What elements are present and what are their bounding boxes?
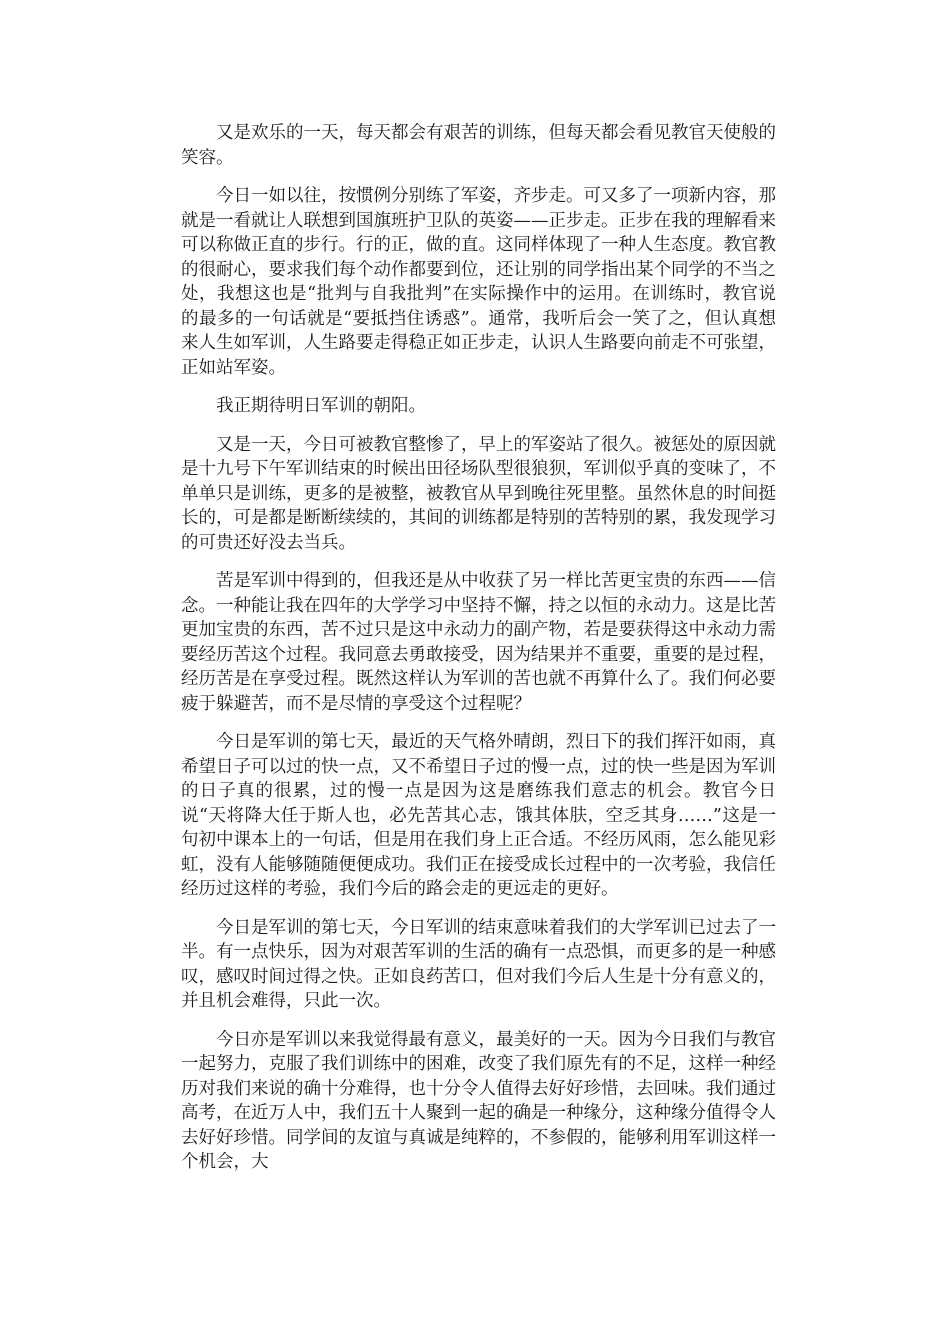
paragraph-6: 今日是军训的第七天，最近的天气格外晴朗，烈日下的我们挥汗如雨，真希望日子可以过的快一点，又不希望日子过的慢一点，过的快一些是因为军训的日子真的很累，过的慢一点是因为这是磨练我们意志的机会。教官今日说“天将降大任于斯人也，必先苦其心志，饿其体肤，空乏其身……”这是一句初中课本上的一句话，但是用在我们身上正合适。不经历风雨，怎么能见彩虹，没有人能够随随便便成功。我们正在接受成长过程中的一次考验，我信任经历过这样的考验，我们今后的路会走的更远走的更好。 [181, 732, 776, 899]
paragraph-2: 今日一如以往，按惯例分别练了军姿，齐步走。可又多了一项新内容，那就是一看就让人联想到国旗班护卫队的英姿——正步走。正步在我的理解看来可以称做正直的步行。行的正，做的直。这同样体现了一种人生态度。教官教的很耐心，要求我们每个动作都要到位，还让别的同学指出某个同学的不当之处，我想这也是“批判与自我批判”在实际操作中的运用。在训练时，教官说的最多的一句话就是“要抵挡住诱惑”。通常，我听后会一笑了之，但认真想来人生如军训，人生路要走得稳正如正步走，认识人生路要向前走不可张望，正如站军姿。 [181, 186, 776, 378]
paragraph-4: 又是一天，今日可被教官整惨了，早上的军姿站了很久。被惩处的原因就是十九号下午军训结束的时候出田径场队型很狼狈，军训似乎真的变味了，不单单只是训练，更多的是被整，被教官从早到晚往死里整。虽然休息的时间挺长的，可是都是断断续续的，其间的训练都是特别的苦特别的累，我发现学习的可贵还好没去当兵。 [181, 434, 776, 553]
document-body [181, 121, 776, 1189]
paragraph-8: 今日亦是军训以来我觉得最有意义，最美好的一天。因为今日我们与教官一起努力，克服了我们训练中的困难，改变了我们原先有的不足，这样一种经历对我们来说的确十分难得，也十分令人值得去好好珍惜，去回味。我们通过高考，在近万人中，我们五十人聚到一起的确是一种缘分，这种缘分值得令人去好好珍惜。同学间的友谊与真诚是纯粹的，不参假的，能够利用军训这样一个机会，大 [181, 1029, 776, 1172]
paragraph-5: 苦是军训中得到的，但我还是从中收获了另一样比苦更宝贵的东西——信念。一种能让我在四年的大学学习中坚持不懈，持之以恒的永动力。这是比苦更加宝贵的东西，苦不过只是这中永动力的副产物，若是要获得这中永动力需要经历苦这个过程。我同意去勇敢接受，因为结果并不重要，重要的是过程，经历苦是在享受过程。既然这样认为军训的苦也就不再算什么了。我们何必要疲于躲避苦，而不是尽情的享受这个过程呢？ [181, 571, 776, 714]
paragraph-3: 我正期待明日军训的朝阳。 [216, 396, 426, 416]
paragraph-7: 今日是军训的第七天，今日军训的结束意味着我们的大学军训已过去了一半。有一点快乐，因为对艰苦军训的生活的确有一点恐惧，而更多的是一种感叹，感叹时间过得之快。正如良药苦口，但对我们今后人生是十分有意义的，并且机会难得，只此一次。 [181, 917, 776, 1011]
paragraph-1: 又是欢乐的一天，每天都会有艰苦的训练，但每天都会看见教官天使般的笑容。 [181, 123, 776, 168]
